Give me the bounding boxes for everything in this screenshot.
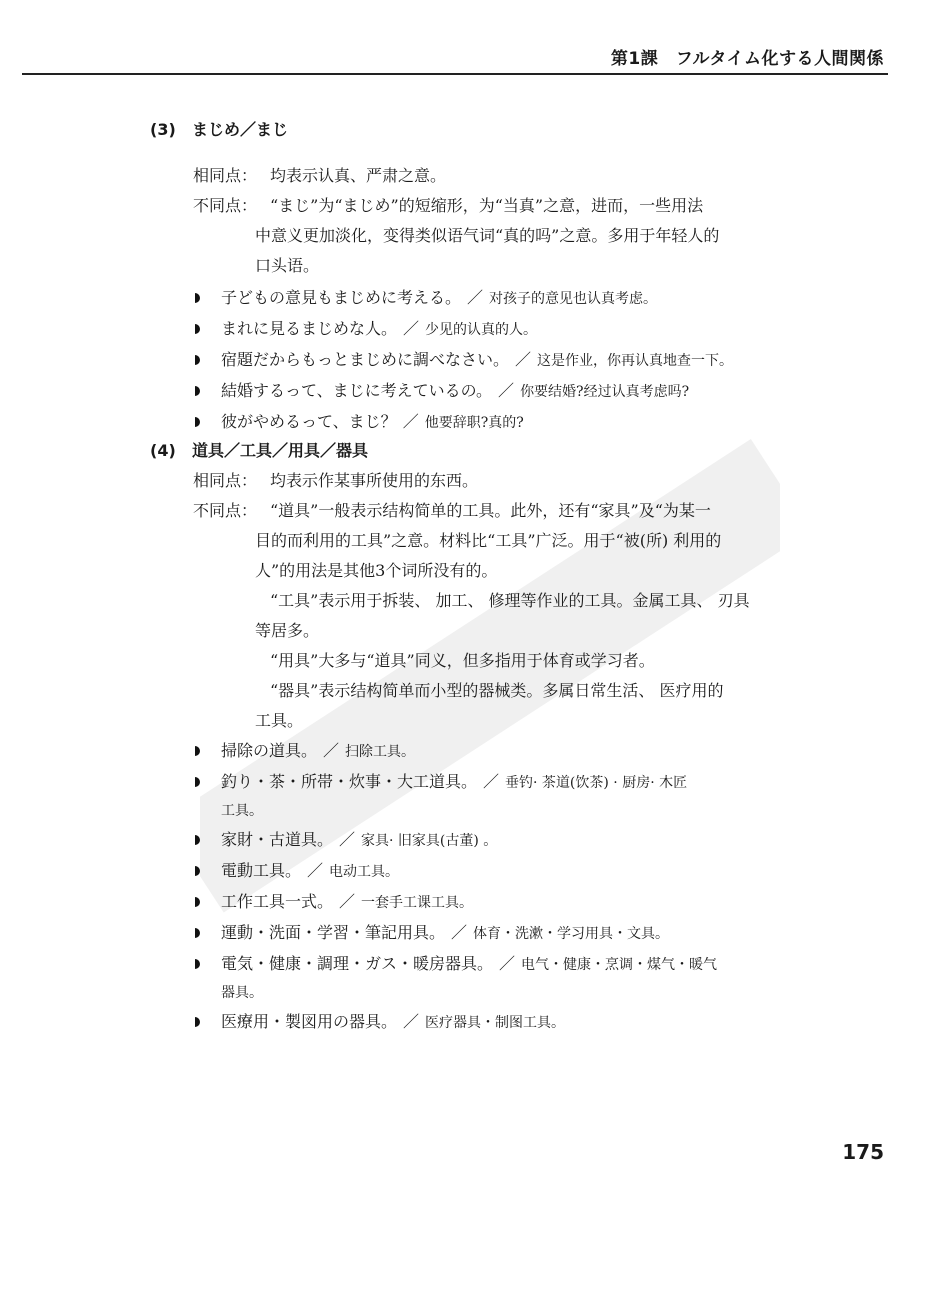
section-4 (150, 437, 850, 1038)
example-list (150, 283, 850, 438)
example-item (150, 825, 850, 856)
bullet-icon (194, 835, 202, 845)
bullet-icon (194, 959, 202, 969)
example-item (150, 345, 850, 376)
same-point-text: 均表示作某事所使用的东西。 (270, 471, 479, 490)
slash-separator: ／ (483, 772, 500, 791)
bullet-icon (194, 386, 202, 396)
same-point-line (150, 161, 850, 191)
bullet-icon (194, 928, 202, 938)
diff-point-label: 不同点： (193, 501, 258, 520)
paragraph-line: 等居多。 (255, 621, 320, 640)
example-japanese: 宿題だからもっとまじめに調べなさい。 (221, 350, 510, 369)
example-japanese: 彼がやめるって、まじ？ (221, 412, 397, 431)
slash-separator: ／ (467, 288, 484, 307)
same-point-label: 相同点： (193, 166, 258, 185)
diff-point-line (150, 191, 850, 221)
example-item (150, 407, 850, 438)
example-japanese: 電動工具。 (221, 861, 302, 880)
example-chinese: 电动工具。 (329, 864, 400, 880)
slash-separator: ／ (339, 830, 356, 849)
bullet-icon (194, 897, 202, 907)
example-item (150, 856, 850, 887)
section-title: まじめ／まじ (192, 120, 289, 139)
example-chinese: 扫除工具。 (345, 744, 416, 760)
slash-separator: ／ (307, 861, 324, 880)
diff-point-line (150, 496, 850, 526)
example-item (150, 283, 850, 314)
diff-point-text-cont: 人”的用法是其他3个词所没有的。 (255, 561, 498, 580)
slash-separator: ／ (515, 350, 532, 369)
example-japanese: 家財・古道具。 (221, 830, 334, 849)
slash-separator: ／ (403, 319, 420, 338)
section-heading (150, 437, 850, 465)
section-number: (3) (150, 120, 176, 139)
same-point-text: 均表示认真、严肃之意。 (270, 166, 447, 185)
example-chinese: 医疗器具・制图工具。 (425, 1015, 566, 1031)
diff-point-label: 不同点： (193, 196, 258, 215)
paragraph-line: “用具”大多与“道具”同义，但多指用于体育或学习者。 (270, 651, 655, 670)
section-title: 道具／工具／用具／器具 (192, 441, 369, 460)
example-item (150, 376, 850, 407)
slash-separator: ／ (403, 1012, 420, 1031)
example-japanese: 子どもの意見もまじめに考える。 (221, 288, 462, 307)
example-chinese: 电气・健康・烹调・煤气・暖气 (521, 957, 718, 973)
bullet-icon (194, 324, 202, 334)
slash-separator: ／ (323, 741, 340, 760)
example-japanese: 電気・健康・調理・ガス・暖房器具。 (221, 954, 494, 973)
bullet-icon (194, 1017, 202, 1027)
example-chinese: 你要结婚?经过认真考虑吗? (520, 384, 690, 400)
example-chinese: 他要辞职?真的? (424, 415, 524, 431)
paragraph-line: “器具”表示结构简单而小型的器械类。多属日常生活、 医疗用的 (270, 681, 724, 700)
example-list (150, 736, 850, 1038)
diff-point-text-cont: 目的而利用的工具”之意。材料比“工具”广泛。用于“被(所) 利用的 (255, 531, 722, 550)
example-japanese: 結婚するって、まじに考えているの。 (221, 381, 493, 400)
example-japanese: 工作工具一式。 (221, 892, 334, 911)
example-item (150, 887, 850, 918)
example-japanese: 医療用・製図用の器具。 (221, 1012, 398, 1031)
slash-separator: ／ (339, 892, 356, 911)
header-rule (22, 73, 888, 75)
paragraph-line: 工具。 (255, 711, 304, 730)
diff-point-text: “道具”一般表示结构简单的工具。此外，还有“家具”及“为某一 (270, 501, 711, 520)
example-chinese: 这是作业，你再认真地查一下。 (537, 353, 734, 369)
bullet-icon (194, 355, 202, 365)
running-header-title: 第1課 フルタイム化する人間関係 (610, 49, 884, 69)
same-point-line (150, 466, 850, 496)
bullet-icon (194, 417, 202, 427)
example-chinese: 少见的认真的人。 (425, 322, 538, 338)
example-japanese: まれに見るまじめな人。 (221, 319, 398, 338)
section-3 (150, 116, 850, 438)
diff-point-text-cont: 口头语。 (255, 256, 320, 275)
example-item (150, 1007, 850, 1038)
bullet-icon (194, 746, 202, 756)
bullet-icon (194, 866, 202, 876)
example-chinese: 垂钓· 茶道(饮茶) · 厨房· 木匠 (505, 775, 688, 791)
page-number: 175 (842, 1140, 884, 1164)
slash-separator: ／ (402, 412, 419, 431)
slash-separator: ／ (499, 954, 516, 973)
example-chinese: 对孩子的意见也认真考虑。 (489, 291, 658, 307)
example-item (150, 314, 850, 345)
example-chinese: 家具· 旧家具(古董) 。 (361, 833, 498, 849)
paragraph-line: “工具”表示用于拆装、 加工、 修理等作业的工具。金属工具、 刃具 (270, 591, 750, 610)
example-japanese: 掃除の道具。 (221, 741, 318, 760)
diff-point-text: “まじ”为“まじめ”的短缩形，为“当真”之意，进而，一些用法 (270, 196, 704, 215)
slash-separator: ／ (498, 381, 515, 400)
example-chinese-cont: 工具。 (221, 803, 263, 819)
example-item (150, 767, 850, 798)
same-point-label: 相同点： (193, 471, 258, 490)
example-japanese: 運動・洗面・学習・筆記用具。 (221, 923, 446, 942)
slash-separator: ／ (451, 923, 468, 942)
bullet-icon (194, 293, 202, 303)
section-heading (150, 116, 850, 144)
example-item (150, 736, 850, 767)
example-japanese: 釣り・茶・所帯・炊事・大工道具。 (221, 772, 478, 791)
example-chinese: 一套手工课工具。 (361, 895, 474, 911)
bullet-icon (194, 777, 202, 787)
diff-point-text-cont: 中意义更加淡化，变得类似语气词“真的吗”之意。多用于年轻人的 (255, 226, 720, 245)
example-chinese: 体育・洗漱・学习用具・文具。 (473, 926, 670, 942)
example-item (150, 949, 850, 980)
example-chinese-cont: 器具。 (221, 985, 263, 1001)
example-item (150, 918, 850, 949)
section-number: (4) (150, 441, 176, 460)
